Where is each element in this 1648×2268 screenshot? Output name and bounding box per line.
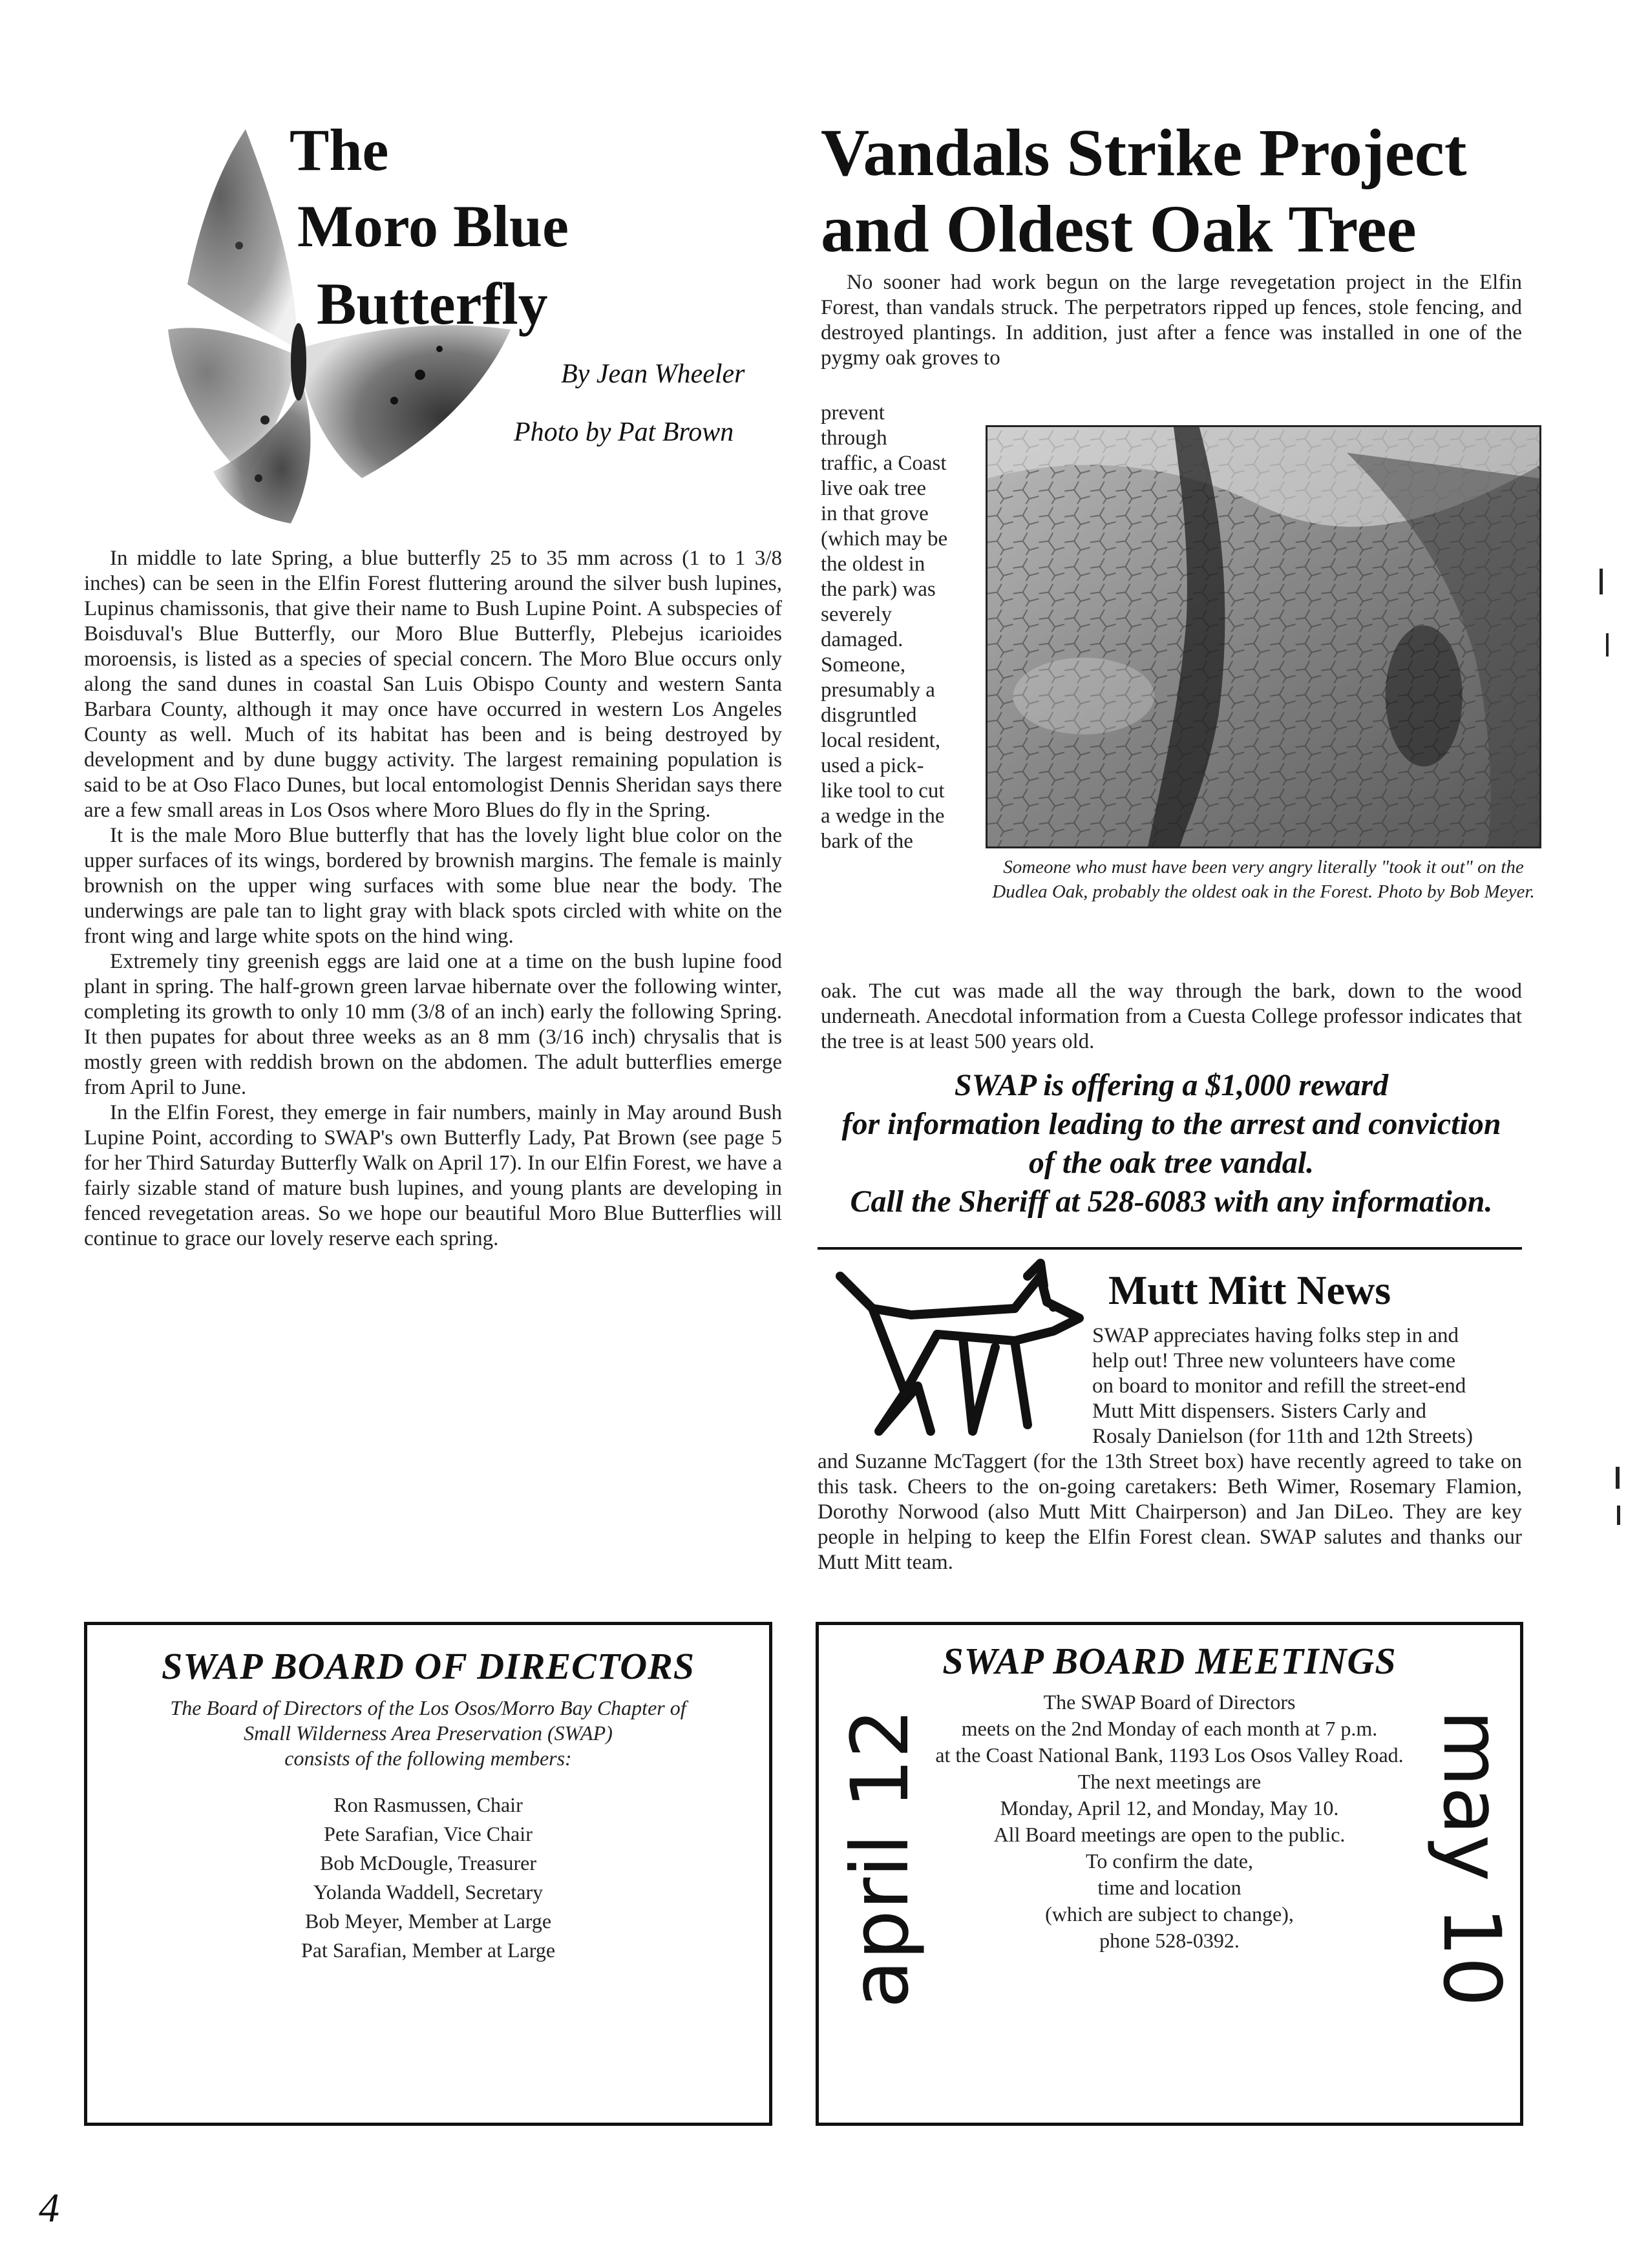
- vandals-continuation-text: oak. The cut was made all the way through the bark, down to the wood underneath. Anecdotal information from a Cuesta College professor indicates that the tree is at least 500 years old.: [821, 980, 1522, 1053]
- oak-tree-photo: [986, 425, 1541, 848]
- meeting-line: at the Coast National Bank, 1193 Los Osos Valley Road.: [935, 1743, 1404, 1767]
- subtitle-line: The Board of Directors of the Los Osos/Morro Bay Chapter of: [170, 1696, 686, 1719]
- butterfly-byline-author: By Jean Wheeler: [561, 359, 745, 389]
- butterfly-title-line3: Butterfly: [317, 271, 548, 337]
- meeting-line: The SWAP Board of Directors: [1043, 1690, 1296, 1714]
- wrap-line: a wedge in the: [821, 804, 945, 828]
- meeting-line: To confirm the date,: [1086, 1849, 1253, 1873]
- board-member: Bob McDougle, Treasurer: [319, 1851, 537, 1874]
- board-member: Ron Rasmussen, Chair: [333, 1793, 523, 1816]
- meeting-line: (which are subject to change),: [1045, 1902, 1294, 1926]
- wrap-line: disgruntled: [821, 704, 917, 727]
- wrap-line: damaged.: [821, 628, 903, 651]
- butterfly-paragraph-1: In middle to late Spring, a blue butterfly 25 to 35 mm across (1 to 1 3/8 inches) can be seen in the Elfin Forest fluttering around the silver bush lupines, Lupinus chamissonis, that give their name to Bush Lupine Point. A subspecies of Boisduval's Blue Butterfly, our Moro Blue Butterfly, Plebejus icarioides moroensis, is listed as a species of special concern. The Moro Blue occurs only along the sand dunes in coastal San Luis Obispo County and western Santa Barbara County, although it may once have occurred in western Los Angeles County as well. Much of its habitat has been and is being destroyed by development and by dune buggy activity. The largest remaining population is said to be at Oso Flaco Dunes, but local entomologist Dennis Sheridan says there are a few small areas in Los Osos where Moro Blues do fly in the Spring.: [84, 547, 782, 822]
- page-number: 4: [39, 2185, 59, 2231]
- reward-notice: [821, 1066, 1522, 1221]
- meeting-line: time and location: [1097, 1876, 1241, 1899]
- butterfly-paragraph-2: It is the male Moro Blue butterfly that has the lovely light blue color on the upper surfaces of its wings, bordered by brownish margins. The female is mainly brownish on the upper wing surfaces with some blue near the body. The underwings are pale tan to light gray with black spots circled with white on the front wing and large white spots on the hind wing.: [84, 824, 782, 948]
- vandals-title-line1: Vandals Strike Project: [821, 116, 1467, 190]
- mutt-mitt-text: and Suzanne McTaggert (for the 13th Street box) have recently agreed to take on this task. Cheers to the on-going caretakers: Beth Wimer, Rosemary Flamion, Dorothy Norwood (also Mutt Mitt Chairperson) and Jan DiLeo. They are key people in helping to keep the Elfin Forest clean. SWAP salutes and thanks our Mutt Mitt team.: [818, 1450, 1522, 1574]
- wrap-line: severely: [821, 603, 892, 626]
- wrap-line: traffic, a Coast: [821, 452, 947, 475]
- scan-mark: [1606, 633, 1609, 656]
- board-member: Pat Sarafian, Member at Large: [301, 1938, 556, 1962]
- board-directors-title: SWAP BOARD OF DIRECTORS: [161, 1645, 695, 1687]
- mutt-mitt-title: Mutt Mitt News: [1108, 1267, 1391, 1313]
- section-divider: [818, 1247, 1522, 1250]
- butterfly-paragraph-4: In the Elfin Forest, they emerge in fair numbers, mainly in May around Bush Lupine Point, according to SWAP's own Butterfly Lady, Pat Brown (see page 5 for her Third Saturday Butterfly Walk on April 17). In our Elfin Forest, we have a fairly sizable stand of mature bush lupines, and young plants are developing in fenced revegetation areas. So we hope our beautiful Moro Blue Butterflies will continue to grace our lovely reserve each spring.: [84, 1101, 782, 1250]
- reward-line: of the oak tree vandal.: [1028, 1146, 1315, 1180]
- vandals-title-line2: and Oldest Oak Tree: [821, 192, 1417, 266]
- board-meetings-title: SWAP BOARD MEETINGS: [942, 1640, 1397, 1682]
- board-meetings-box: [816, 1622, 1523, 2126]
- butterfly-article-body: [84, 546, 782, 1252]
- butterfly-title-line2: Moro Blue: [297, 193, 569, 259]
- may-10-date: may 10: [1426, 1710, 1517, 2007]
- wrap-line: prevent: [821, 401, 885, 425]
- wrap-line: live oak tree: [821, 477, 927, 500]
- meeting-line: The next meetings are: [1077, 1770, 1262, 1793]
- reward-line: Call the Sheriff at 528-6083 with any information.: [850, 1184, 1493, 1219]
- subtitle-line: Small Wilderness Area Preservation (SWAP): [244, 1721, 613, 1745]
- wrap-line: Someone,: [821, 653, 906, 677]
- mutt-mitt-wrap: [1092, 1323, 1522, 1449]
- wrap-line: bark of the: [821, 830, 913, 853]
- meeting-line: meets on the 2nd Monday of each month at 7 p.m.: [961, 1717, 1378, 1740]
- board-member: Yolanda Waddell, Secretary: [313, 1880, 544, 1904]
- vandals-wrap-column: [821, 401, 982, 854]
- vandals-intro-text: No sooner had work begun on the large revegetation project in the Elfin Forest, than vandals struck. The perpetrators ripped up fences, stole fencing, and destroyed plantings. In addition, just after a fence was installed in one of the pygmy oak groves to: [821, 271, 1522, 370]
- wrap-line: in that grove: [821, 502, 929, 525]
- board-directors-subtitle: [87, 1696, 769, 1771]
- vandals-intro: [821, 270, 1522, 371]
- wrap-line: the park) was: [821, 578, 936, 601]
- mutt-mitt-line: Rosaly Danielson (for 11th and 12th Streets): [1092, 1425, 1474, 1448]
- wrap-line: used a pick-: [821, 754, 924, 777]
- board-member: Bob Meyer, Member at Large: [304, 1909, 552, 1933]
- wrap-line: (which may be: [821, 527, 948, 551]
- april-12-date: april 12: [834, 1708, 926, 2009]
- oak-photo-caption: Someone who must have been very angry literally "took it out" on the Dudlea Oak, probably the oldest oak in the Forest. Photo by Bob Meyer.: [992, 857, 1535, 902]
- subtitle-line: consists of the following members:: [284, 1747, 572, 1770]
- meeting-line: phone 528-0392.: [1099, 1929, 1240, 1952]
- dog-drawing-icon: [834, 1257, 1092, 1451]
- mutt-mitt-line: on board to monitor and refill the street-end: [1092, 1374, 1466, 1398]
- mutt-mitt-line: SWAP appreciates having folks step in and: [1092, 1324, 1459, 1347]
- wrap-line: local resident,: [821, 729, 941, 752]
- meeting-line: Monday, April 12, and Monday, May 10.: [1000, 1796, 1339, 1820]
- wrap-line: presumably a: [821, 678, 935, 702]
- scan-mark: [1616, 1467, 1620, 1489]
- wrap-line: like tool to cut: [821, 779, 945, 803]
- wrap-line: through: [821, 426, 887, 450]
- mutt-mitt-line: help out! Three new volunteers have come: [1092, 1349, 1456, 1372]
- board-members-list: [87, 1790, 769, 1965]
- scan-mark: [1617, 1506, 1620, 1525]
- mutt-mitt-body: [818, 1449, 1522, 1575]
- mutt-mitt-line: Mutt Mitt dispensers. Sisters Carly and: [1092, 1400, 1426, 1423]
- board-of-directors-box: [84, 1622, 772, 2126]
- reward-line: for information leading to the arrest and conviction: [841, 1107, 1501, 1141]
- board-member: Pete Sarafian, Vice Chair: [324, 1822, 533, 1845]
- reward-line: SWAP is offering a $1,000 reward: [954, 1068, 1389, 1102]
- scan-mark: [1600, 569, 1603, 594]
- wrap-line: the oldest in: [821, 552, 925, 576]
- vandals-continuation: [821, 979, 1522, 1055]
- butterfly-title-line1: The: [290, 117, 389, 183]
- butterfly-byline-photo: Photo by Pat Brown: [514, 417, 734, 447]
- meeting-line: All Board meetings are open to the public.: [993, 1823, 1346, 1846]
- butterfly-paragraph-3: Extremely tiny greenish eggs are laid one at a time on the bush lupine food plant in spring. The half-grown green larvae hibernate over the following winter, completing its growth to only 10 mm (3/8 of an inch) early the following Spring. It then pupates for about three weeks as an 8 mm (3/16 inch) chrysalis that is mostly green with reddish brown on the abdomen. The adult butterflies emerge from April to June.: [84, 950, 782, 1099]
